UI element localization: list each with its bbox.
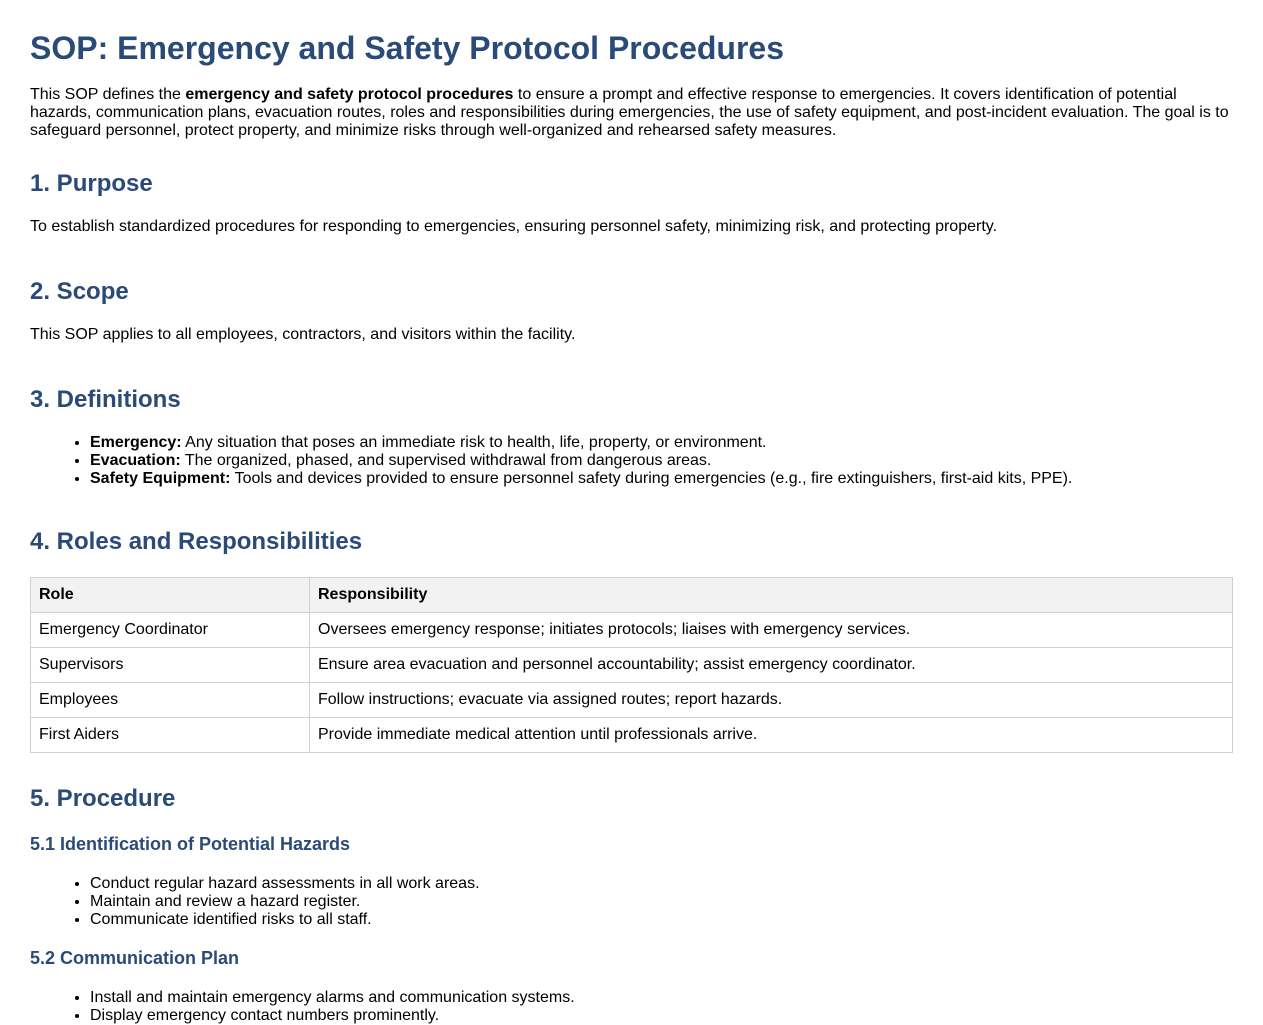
communication-heading: 5.2 Communication Plan [30,948,240,968]
responsibility-cell: Follow instructions; evacuate via assigned routes; report hazards. [310,683,1233,718]
purpose-heading: 1. Purpose [30,170,153,197]
definitions-section [30,386,1233,488]
definition-term: Safety Equipment: [90,470,231,487]
definition-term: Emergency: [90,434,182,451]
table-row [31,718,1233,753]
intro-text-start: This SOP defines the [30,86,186,103]
communication-subsection [30,947,1233,1025]
list-item: • Conduct regular hazard assessments in all work areas. [90,875,1233,893]
communication-list [30,989,1233,1025]
intro-paragraph [30,86,1233,140]
definition-desc: Any situation that poses an immediate risk to health, life, property, or environment. [181,434,767,451]
responsibility-cell: Oversees emergency response; initiates protocols; liaises with emergency services. [310,613,1233,648]
definitions-list [30,434,1233,488]
table-row [31,683,1233,718]
scope-heading: 2. Scope [30,278,129,305]
hazards-list [30,875,1233,929]
role-cell: Emergency Coordinator [31,613,310,648]
definition-item [90,434,1233,452]
role-cell: First Aiders [31,718,310,753]
procedure-heading: 5. Procedure [30,785,176,812]
definitions-heading: 3. Definitions [30,386,181,413]
table-header-row [31,578,1233,613]
column-header-role: Role [31,578,310,613]
scope-section [30,278,1233,344]
column-header-responsibility: Responsibility [310,578,1233,613]
definition-item [90,452,1233,470]
intro-text-end: to ensure a prompt and effective response to emergencies. It covers identification of potential hazards, communication plans, evacuation routes, roles and responsibilities during emergencies, the use of safety equipment, and post-incident evaluation. The goal is to safeguard personnel, protect property, and minimize risks through well-organized and rehearsed safety measures. [30,86,1229,139]
definition-desc: The organized, phased, and supervised withdrawal from dangerous areas. [180,452,712,469]
roles-table [30,577,1233,753]
responsibility-cell: Provide immediate medical attention until professionals arrive. [310,718,1233,753]
purpose-section [30,170,1233,236]
responsibility-cell: Ensure area evacuation and personnel accountability; assist emergency coordinator. [310,648,1233,683]
roles-heading: 4. Roles and Responsibilities [30,528,363,555]
intro-bold-phrase: emergency and safety protocol procedures [185,86,514,103]
list-item: • Display emergency contact numbers prominently. [90,1007,1233,1025]
definition-term: Evacuation: [90,452,181,469]
definition-desc: Tools and devices provided to ensure personnel safety during emergencies (e.g., fire extinguishers, first-aid kits, PPE). [230,470,1073,487]
table-row [31,613,1233,648]
hazards-heading: 5.1 Identification of Potential Hazards [30,834,351,854]
table-row [31,648,1233,683]
list-item: • Install and maintain emergency alarms and communication systems. [90,989,1233,1007]
purpose-text: To establish standardized procedures for responding to emergencies, ensuring personnel safety, minimizing risk, and protecting property. [30,218,998,235]
list-item: • Maintain and review a hazard register. [90,893,1233,911]
scope-text: This SOP applies to all employees, contractors, and visitors within the facility. [30,326,576,343]
definition-item [90,470,1233,488]
list-item: • Communicate identified risks to all staff. [90,911,1233,929]
hazards-subsection [30,833,1233,929]
role-cell: Employees [31,683,310,718]
procedure-section [30,785,1233,1025]
page-title: SOP: Emergency and Safety Protocol Procedures [30,30,785,66]
role-cell: Supervisors [31,648,310,683]
roles-section [30,528,1233,753]
